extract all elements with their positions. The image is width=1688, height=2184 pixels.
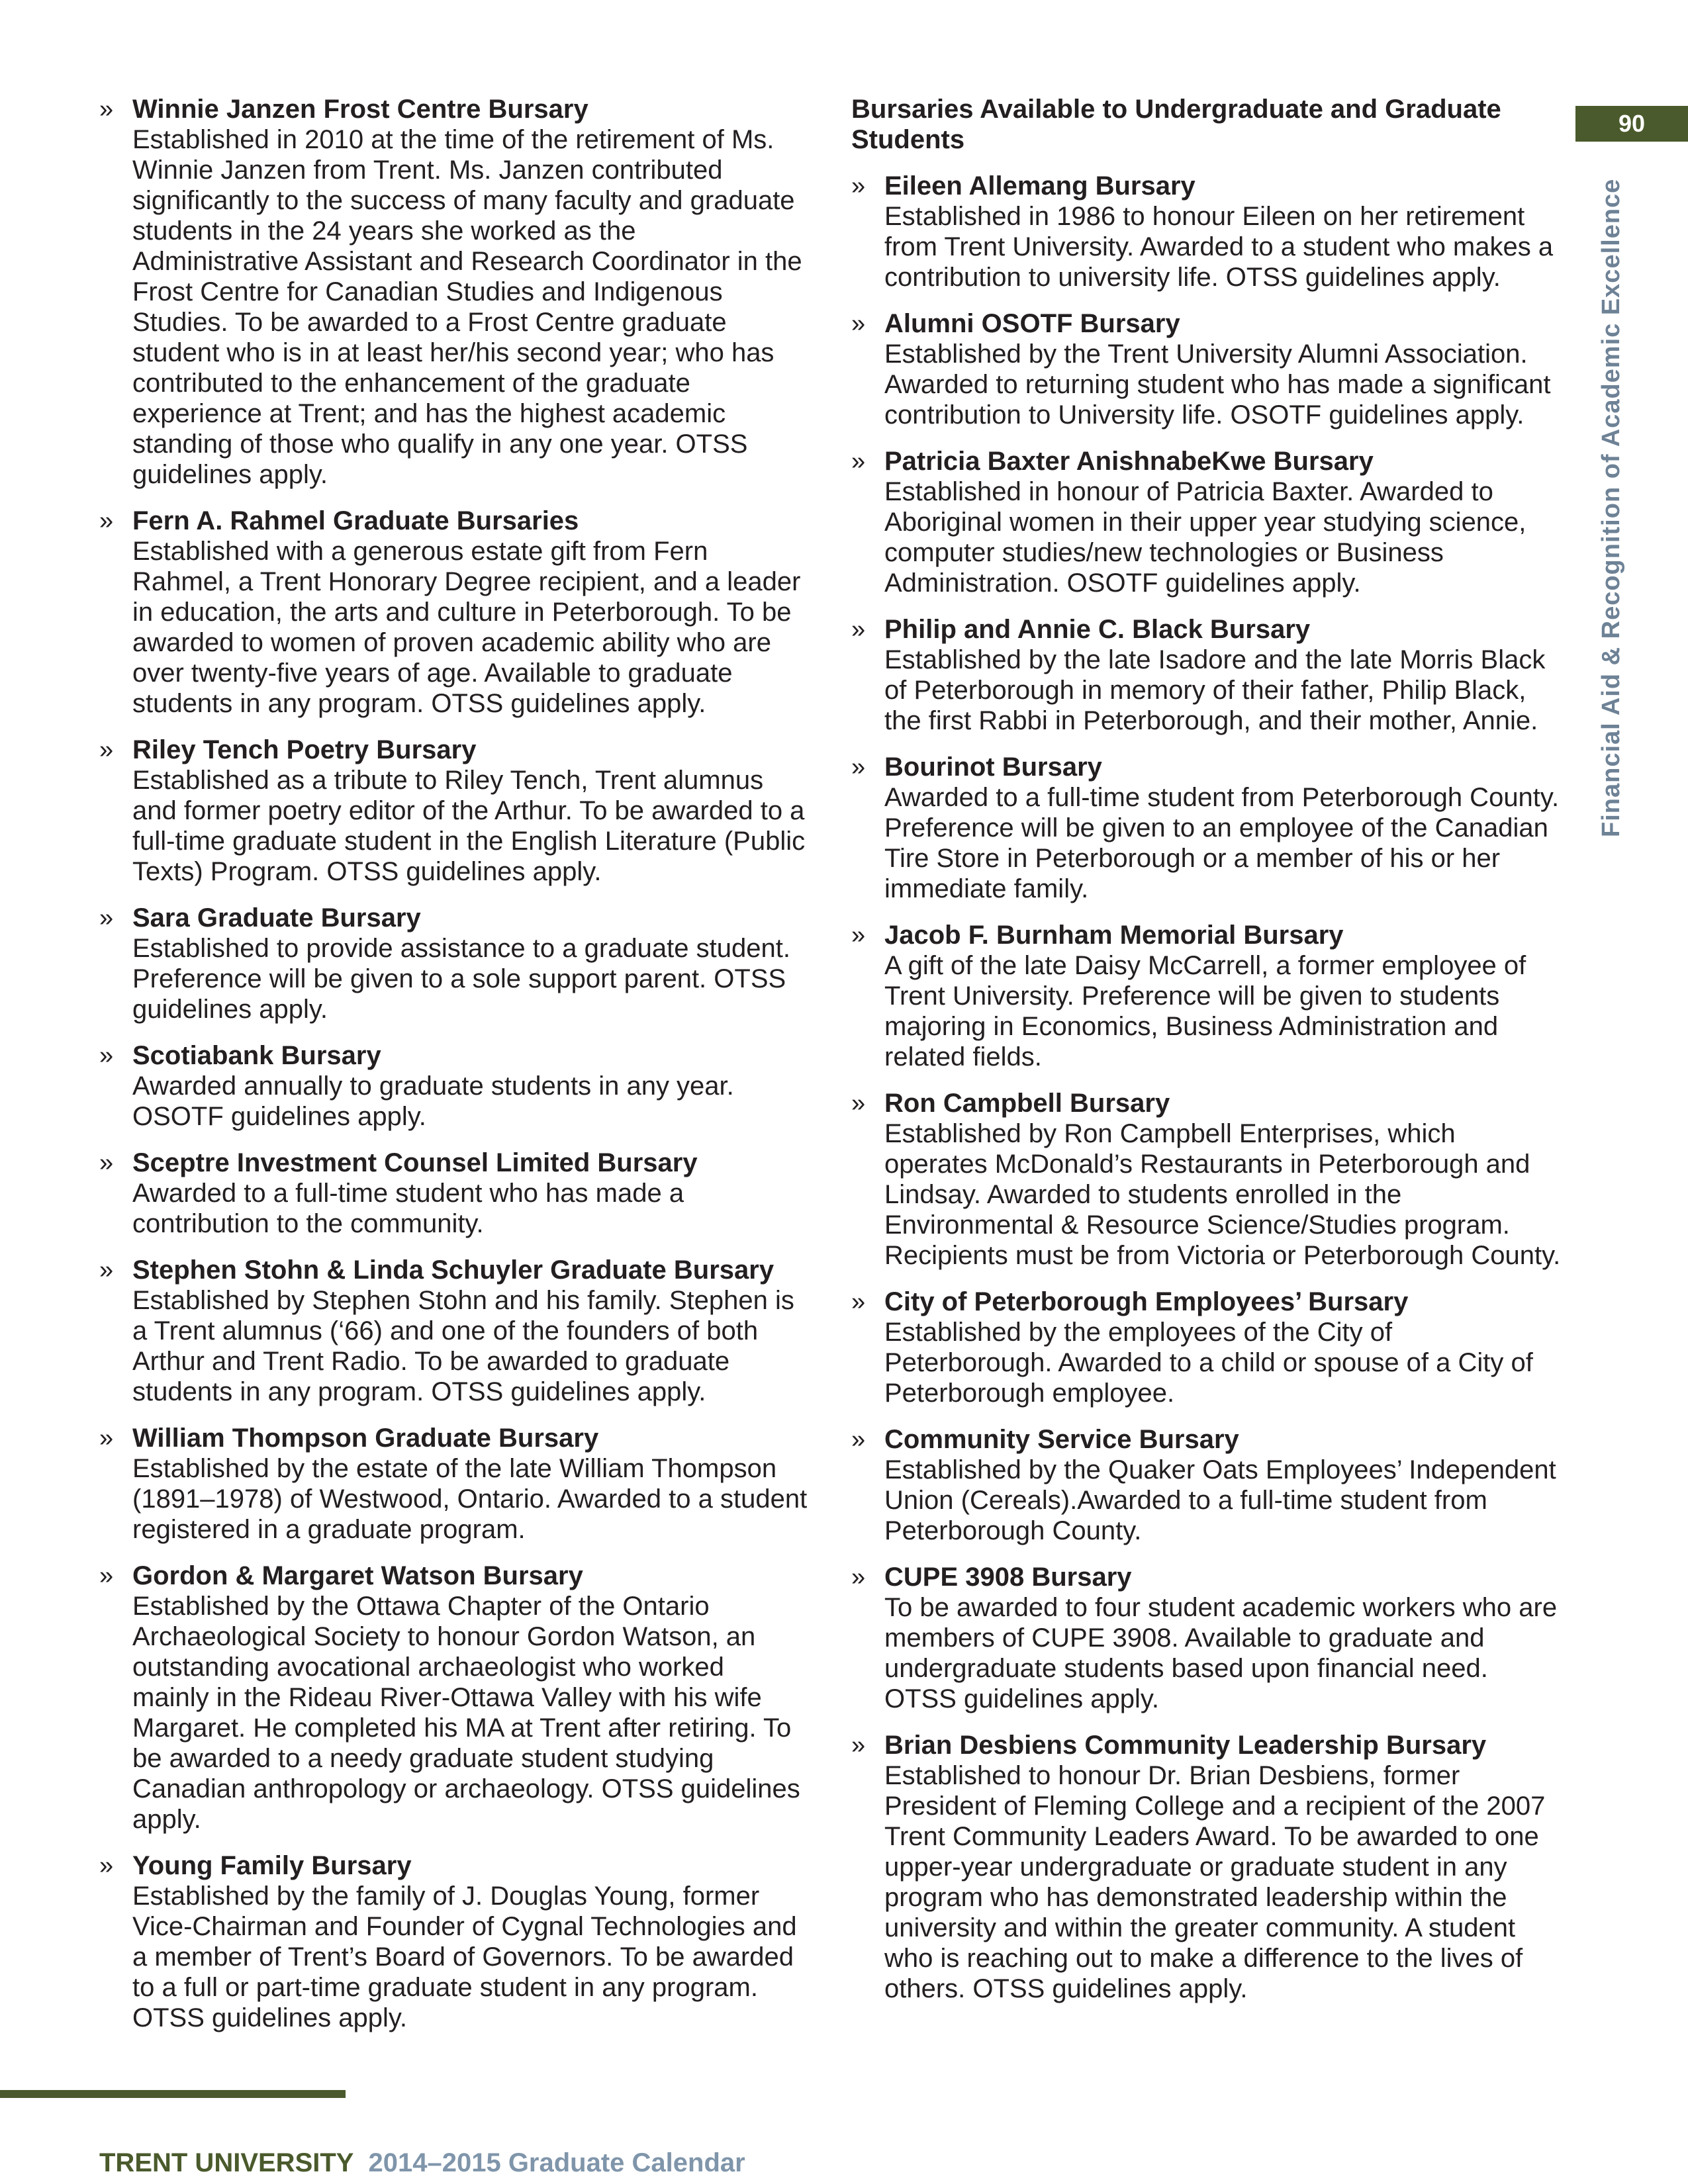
page-number: 90	[1575, 106, 1688, 142]
bursary-entry	[99, 1423, 808, 1545]
bursary-entry	[851, 1730, 1563, 2004]
bursary-entry	[99, 1561, 808, 1835]
bullet-icon: »	[99, 95, 114, 123]
bursary-description: Established to honour Dr. Brian Desbiens, former President of Fleming College and a recipient of the 2007 Trent Community Leaders Award. To be awarded to one upper-year undergraduate or graduate student in any program who has demonstrated leadership within the university and within the greater community. A student who is reaching out to make a difference to the lives of others. OTSS guidelines apply.	[884, 1761, 1546, 2003]
bursary-title: Sara Graduate Bursary	[132, 903, 421, 933]
bursary-description: Established by Ron Campbell Enterprises, which operates McDonald’s Restaurants in Peterborough and Lindsay. Awarded to students enrolled in the Environmental & Resource Science/Studies program. Recipients must be from Victoria or Peterborough County.	[884, 1119, 1561, 1270]
bursary-description: Awarded to a full-time student from Peterborough County. Preference will be given to an employee of the Canadian Tire Store in Peterborough or a member of his or her immediate family.	[884, 783, 1560, 903]
bullet-icon: »	[851, 1089, 866, 1117]
bursary-entry	[99, 1148, 808, 1239]
bursary-description: Established with a generous estate gift from Fern Rahmel, a Trent Honorary Degree recipient, and a leader in education, the arts and culture in Peterborough. To be awarded to women of proven academic ability who are over twenty-five years of age. Available to graduate students in any program. OTSS guidelines apply.	[132, 537, 801, 718]
footer-university: TRENT UNIVERSITY	[99, 2148, 354, 2177]
bursary-entry	[99, 94, 808, 490]
bursary-description: Established by the Quaker Oats Employees’ Independent Union (Cereals).Awarded to a full-time student from Peterborough County.	[884, 1455, 1556, 1545]
bursary-entry	[851, 1562, 1563, 1714]
bursary-description: Established by the employees of the City of Peterborough. Awarded to a child or spouse of a City of Peterborough employee.	[884, 1318, 1533, 1408]
bursary-entry	[99, 1850, 808, 2033]
bursary-title: Stephen Stohn & Linda Schuyler Graduate Bursary	[132, 1255, 774, 1285]
bursary-entry	[99, 506, 808, 719]
bursary-title: Alumni OSOTF Bursary	[884, 309, 1180, 338]
bullet-icon: »	[851, 172, 866, 200]
bursary-title: Brian Desbiens Community Leadership Bursary	[884, 1731, 1487, 1760]
bursary-description: Established in 1986 to honour Eileen on her retirement from Trent University. Awarded to a student who makes a contribution to university life. OTSS guidelines apply.	[884, 202, 1554, 292]
bursary-description: Awarded annually to graduate students in any year. OSOTF guidelines apply.	[132, 1071, 734, 1131]
bursary-entry	[851, 446, 1563, 598]
bursary-title: Patricia Baxter AnishnabeKwe Bursary	[884, 447, 1374, 476]
bursary-description: Established in honour of Patricia Baxter. Awarded to Aboriginal women in their upper year studying science, computer studies/new technologies or Business Administration. OSOTF guidelines apply.	[884, 477, 1526, 598]
bursary-title: William Thompson Graduate Bursary	[132, 1424, 599, 1453]
bursary-title: Bourinot Bursary	[884, 752, 1102, 782]
bullet-icon: »	[851, 1731, 866, 1759]
bursary-title: Young Family Bursary	[132, 1851, 412, 1880]
bursary-title: Winnie Janzen Frost Centre Bursary	[132, 95, 588, 124]
bursary-entry	[851, 920, 1563, 1072]
bursary-description: A gift of the late Daisy McCarrell, a former employee of Trent University. Preference will be given to students majoring in Economics, Business Administration and related fields.	[884, 951, 1526, 1071]
bursary-title: Scotiabank Bursary	[132, 1041, 381, 1070]
bursary-description: Established by the Ottawa Chapter of the Ontario Archaeological Society to honour Gordon Watson, an outstanding avocational archaeologist who worked mainly in the Rideau River-Ottawa Valley with his wife Margaret. He completed his MA at Trent after retiring. To be awarded to a needy graduate student studying Canadian anthropology or archaeology. OTSS guidelines apply.	[132, 1592, 800, 1834]
bullet-icon: »	[851, 1426, 866, 1453]
footer-calendar: 2014–2015 Graduate Calendar	[368, 2148, 745, 2177]
bullet-icon: »	[99, 1562, 114, 1590]
bursary-entry	[99, 903, 808, 1024]
bursary-entry	[851, 1287, 1563, 1408]
side-section-title: Financial Aid & Recognition of Academic Excellence	[1597, 178, 1625, 837]
bursary-description: Established as a tribute to Riley Tench, Trent alumnus and former poetry editor of the Arthur. To be awarded to a full-time graduate student in the English Literature (Public Texts) Program. OTSS guidelines apply.	[132, 766, 806, 886]
bursary-title: Sceptre Investment Counsel Limited Bursary	[132, 1148, 698, 1177]
bullet-icon: »	[99, 1256, 114, 1284]
bullet-icon: »	[851, 310, 866, 338]
bullet-icon: »	[851, 1563, 866, 1591]
bursary-description: To be awarded to four student academic workers who are members of CUPE 3908. Available to graduate and undergraduate students based upon financial need. OTSS guidelines apply.	[884, 1593, 1558, 1713]
bursary-entry	[851, 171, 1563, 293]
bursary-description: Established in 2010 at the time of the retirement of Ms. Winnie Janzen from Trent. Ms. Janzen contributed significantly to the success of many faculty and graduate students in the 24 years she worked as the Administrative Assistant and Research Coordinator in the Frost Centre for Canadian Studies and Indigenous Studies. To be awarded to a Frost Centre graduate student who is in at least her/his second year; who has contributed to the enhancement of the graduate experience at Trent; and has the highest academic standing of those who qualify in any one year. OTSS guidelines apply.	[132, 125, 802, 489]
right-column	[851, 94, 1563, 2020]
bursary-title: Riley Tench Poetry Bursary	[132, 735, 477, 764]
bursary-entry	[99, 1255, 808, 1407]
section-heading: Bursaries Available to Undergraduate and Graduate Students	[851, 95, 1501, 154]
bursary-description: Established by the late Isadore and the late Morris Black of Peterborough in memory of their father, Philip Black, the first Rabbi in Peterborough, and their mother, Annie.	[884, 645, 1546, 735]
bursary-title: Fern A. Rahmel Graduate Bursaries	[132, 506, 579, 535]
bursary-description: Awarded to a full-time student who has made a contribution to the community.	[132, 1179, 684, 1238]
bullet-icon: »	[851, 921, 866, 949]
bullet-icon: »	[99, 904, 114, 932]
footer	[99, 2148, 745, 2178]
bursary-title: City of Peterborough Employees’ Bursary	[884, 1287, 1409, 1316]
bursary-entry	[851, 1424, 1563, 1546]
left-column	[99, 94, 808, 2049]
bursary-entry	[851, 614, 1563, 736]
bursary-entry	[851, 1088, 1563, 1271]
bullet-icon: »	[99, 1424, 114, 1452]
bursary-title: Ron Campbell Bursary	[884, 1089, 1170, 1118]
bullet-icon: »	[851, 615, 866, 643]
bursary-title: CUPE 3908 Bursary	[884, 1563, 1132, 1592]
bursary-description: Established by the estate of the late William Thompson (1891–1978) of Westwood, Ontario. Awarded to a student registered in a graduate program.	[132, 1454, 808, 1544]
bullet-icon: »	[99, 1852, 114, 1880]
bursary-title: Jacob F. Burnham Memorial Bursary	[884, 921, 1344, 950]
bursary-description: Established by the family of J. Douglas Young, former Vice-Chairman and Founder of Cygnal Technologies and a member of Trent’s Board of Governors. To be awarded to a full or part-time graduate student in any program. OTSS guidelines apply.	[132, 1882, 797, 2032]
bursary-title: Gordon & Margaret Watson Bursary	[132, 1561, 583, 1590]
bullet-icon: »	[851, 447, 866, 475]
bursary-title: Community Service Bursary	[884, 1425, 1239, 1454]
bursary-description: Established to provide assistance to a graduate student. Preference will be given to a sole support parent. OTSS guidelines apply.	[132, 934, 790, 1024]
bullet-icon: »	[99, 507, 114, 535]
bursary-title: Philip and Annie C. Black Bursary	[884, 615, 1311, 644]
bullet-icon: »	[851, 753, 866, 781]
bullet-icon: »	[99, 1042, 114, 1069]
bursary-entry	[99, 1040, 808, 1132]
bullet-icon: »	[99, 1149, 114, 1177]
bursary-description: Established by Stephen Stohn and his family. Stephen is a Trent alumnus (‘66) and one of the founders of both Arthur and Trent Radio. To be awarded to graduate students in any program. OTSS guidelines apply.	[132, 1286, 794, 1406]
bullet-icon: »	[851, 1288, 866, 1316]
bursary-entry	[851, 308, 1563, 430]
bursary-entry	[99, 735, 808, 887]
bursary-entry	[851, 752, 1563, 904]
footer-rule	[0, 2090, 346, 2098]
bursary-description: Established by the Trent University Alumni Association. Awarded to returning student who has made a significant contribution to University life. OSOTF guidelines apply.	[884, 340, 1551, 430]
bullet-icon: »	[99, 736, 114, 764]
bursary-title: Eileen Allemang Bursary	[884, 171, 1196, 201]
